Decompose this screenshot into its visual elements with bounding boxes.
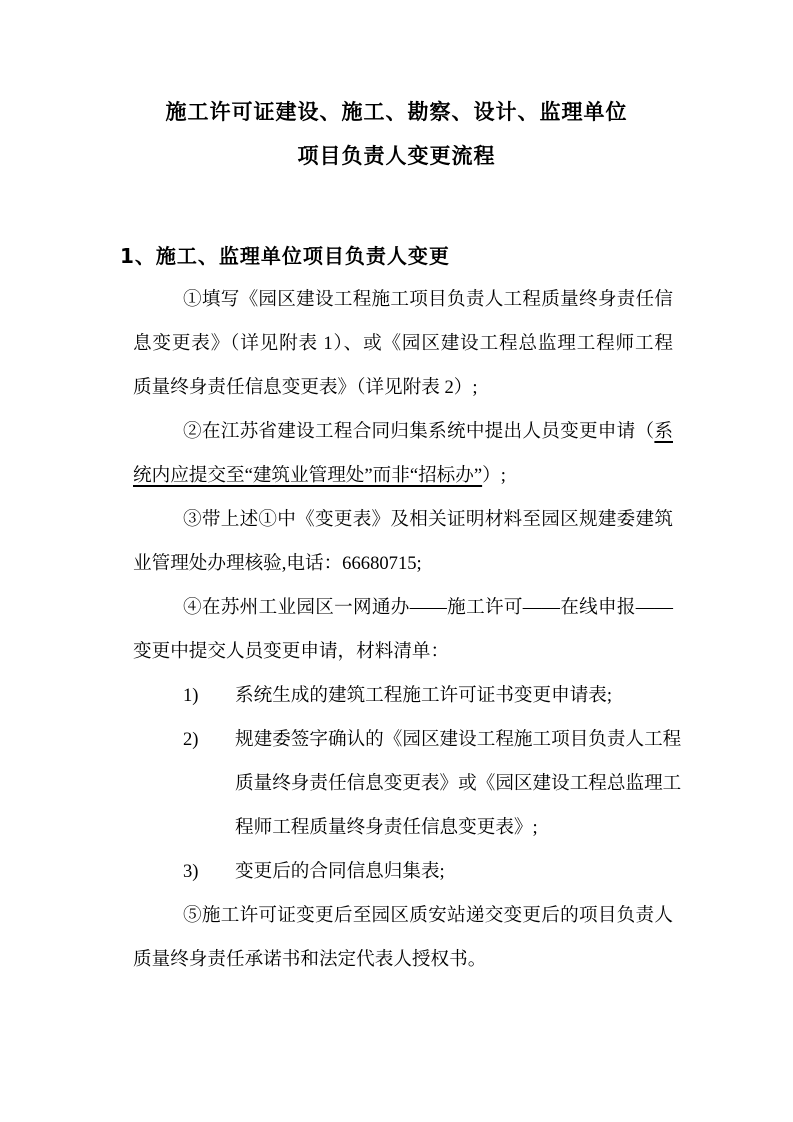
- text-line: [133, 542, 673, 586]
- text-segment: ）;: [482, 465, 506, 486]
- text-line: [133, 498, 673, 542]
- text-segment: 质量终身责任信息变更表》（详见附表 2）;: [133, 377, 478, 398]
- list-marker: 2): [183, 729, 199, 750]
- list-marker: 1): [183, 685, 199, 706]
- text-line: [235, 762, 682, 806]
- material-1: [133, 674, 673, 718]
- text-line: [133, 894, 673, 938]
- text-segment: ⑤施工许可证变更后至园区质安站递交变更后的项目负责人: [183, 905, 673, 926]
- text-segment: 程师工程质量终身责任信息变更表》;: [235, 817, 538, 838]
- text-line: [235, 806, 673, 850]
- text-segment: 系统生成的建筑工程施工许可证书变更申请表;: [235, 685, 613, 706]
- text-segment: 变更后的合同信息归集表;: [235, 861, 445, 882]
- document-body: [133, 278, 682, 982]
- text-segment: 质量终身责任信息变更表》或《园区建设工程总监理工: [235, 773, 682, 794]
- text-line: [133, 322, 673, 366]
- text-line: [133, 938, 673, 982]
- list-marker: 3): [183, 861, 199, 882]
- step-4-online-application: [133, 586, 673, 674]
- underlined-text-segment: 统内应提交至“建筑业管理处”而非“招标办”: [133, 465, 483, 486]
- text-segment: 质量终身责任承诺书和法定代表人授权书。: [133, 949, 487, 970]
- text-line: [235, 850, 673, 894]
- title-line-1: 施工许可证建设、施工、勘察、设计、监理单位: [165, 100, 628, 124]
- text-line: [235, 718, 682, 762]
- text-segment: ②在江苏省建设工程合同归集系统中提出人员变更申请（: [183, 421, 655, 442]
- step-2-contract-system-application: [133, 410, 673, 498]
- underlined-text-segment: 系: [654, 421, 673, 442]
- text-line: [133, 586, 673, 630]
- text-line: [133, 630, 673, 674]
- text-segment: 规建委签字确认的《园区建设工程施工项目负责人工程: [235, 729, 682, 750]
- text-segment: 业管理处办理核验,电话：66680715;: [133, 553, 422, 574]
- text-segment: 息变更表》（详见附表 1）、或《园区建设工程总监理工程师工程: [133, 333, 673, 354]
- text-line: [235, 674, 673, 718]
- document-title: [120, 90, 673, 178]
- step-5-submit-commitment: [133, 894, 673, 982]
- text-line: [133, 278, 673, 322]
- text-segment: ④在苏州工业园区一网通办——施工许可——在线申报——: [183, 597, 673, 618]
- text-segment: 变更中提交人员变更申请，材料清单：: [133, 641, 450, 662]
- title-line-2: 项目负责人变更流程: [297, 144, 496, 168]
- material-2: [133, 718, 682, 850]
- text-line: [133, 454, 673, 498]
- text-line: [133, 410, 673, 454]
- text-line: [133, 366, 673, 410]
- material-3: [133, 850, 673, 894]
- step-3-verification-phone: [133, 498, 673, 586]
- step-1-fill-change-form: [133, 278, 673, 410]
- text-segment: ①填写《园区建设工程施工项目负责人工程质量终身责任信: [183, 289, 673, 310]
- text-segment: ③带上述①中《变更表》及相关证明材料至园区规建委建筑: [183, 509, 673, 530]
- section-heading: 1、施工、监理单位项目负责人变更: [120, 244, 450, 268]
